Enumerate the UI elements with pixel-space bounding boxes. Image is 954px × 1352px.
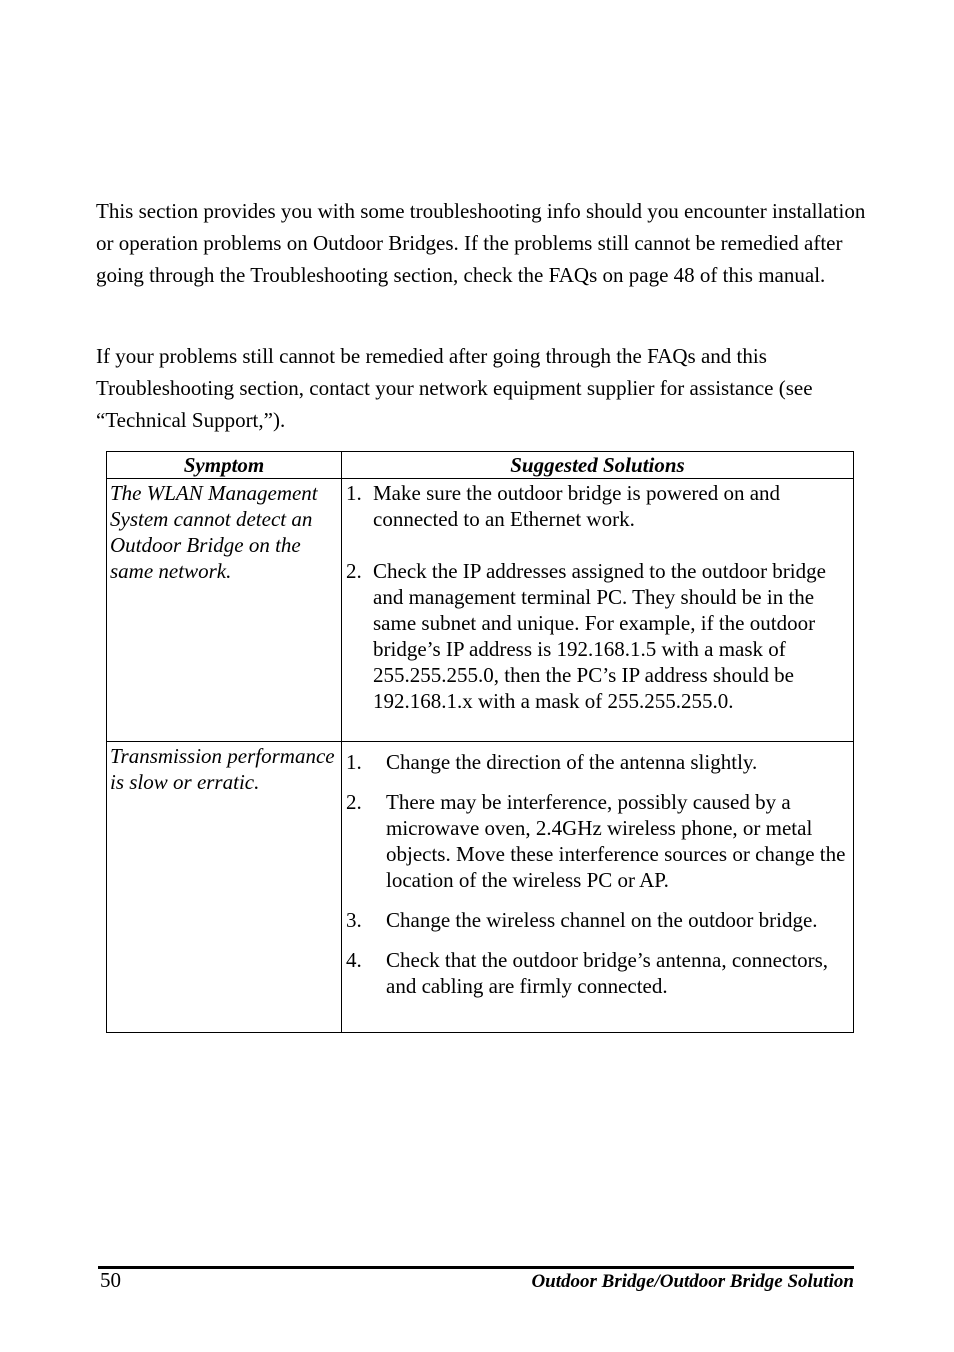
troubleshooting-table xyxy=(106,451,854,1033)
solution-number: 2. xyxy=(346,559,362,583)
solution-item xyxy=(346,789,853,893)
solution-text: Check the IP addresses assigned to the outdoor bridge and management terminal PC. They should be in the same subnet and unique. For example, if the outdoor bridge’s IP address is 192.168.1.5 with a mask of 255.255.255.0, then the PC’s IP address should be 192.168.1.x with a mask of 255.255.255.0. xyxy=(373,559,826,713)
page-number: 50 xyxy=(100,1268,121,1292)
table-row xyxy=(107,479,854,742)
symptom-header: Symptom xyxy=(107,452,342,479)
solution-item xyxy=(346,558,853,714)
solution-list xyxy=(346,743,853,999)
solution-item xyxy=(346,947,853,999)
solutions-cell xyxy=(342,742,854,1033)
solution-text: Check that the outdoor bridge’s antenna, connectors, and cabling are firmly connected. xyxy=(386,948,829,998)
footer-title: Outdoor Bridge/Outdoor Bridge Solution xyxy=(531,1271,854,1292)
solutions-header: Suggested Solutions xyxy=(342,452,854,479)
solution-number: 4. xyxy=(346,948,362,972)
solution-text: Change the direction of the antenna slightly. xyxy=(386,750,758,774)
solution-item xyxy=(346,480,853,532)
solution-item xyxy=(346,749,853,775)
solution-item xyxy=(346,907,853,933)
solution-number: 2. xyxy=(346,790,362,814)
symptom-cell: The WLAN Management System cannot detect an Outdoor Bridge on the same network. xyxy=(107,479,342,742)
intro-paragraph: This section provides you with some troubleshooting info should you encounter installation or operation problems on Outdoor Bridges. If the problems still cannot be remedied after going through the Troubleshooting section, check the FAQs on page 48 of this manual. xyxy=(96,199,866,287)
solutions-cell xyxy=(342,479,854,742)
symptom-cell: Transmission performance is slow or erratic. xyxy=(107,742,342,1033)
solution-number: 1. xyxy=(346,481,362,505)
table-row xyxy=(107,742,854,1033)
solution-number: 1. xyxy=(346,750,362,774)
solution-text: There may be interference, possibly caused by a microwave oven, 2.4GHz wireless phone, or metal objects. Move these interference sources or change the location of the wireless PC or AP. xyxy=(386,790,846,892)
solution-text: Make sure the outdoor bridge is powered on and connected to an Ethernet work. xyxy=(373,481,781,531)
solution-number: 3. xyxy=(346,908,362,932)
table-header-row xyxy=(107,452,854,479)
solution-list xyxy=(346,480,853,714)
contact-paragraph: If your problems still cannot be remedied after going through the FAQs and this Troubleshooting section, contact your network equipment supplier for assistance (see “Technical Support,”). xyxy=(96,344,813,432)
solution-text: Change the wireless channel on the outdoor bridge. xyxy=(386,908,818,932)
